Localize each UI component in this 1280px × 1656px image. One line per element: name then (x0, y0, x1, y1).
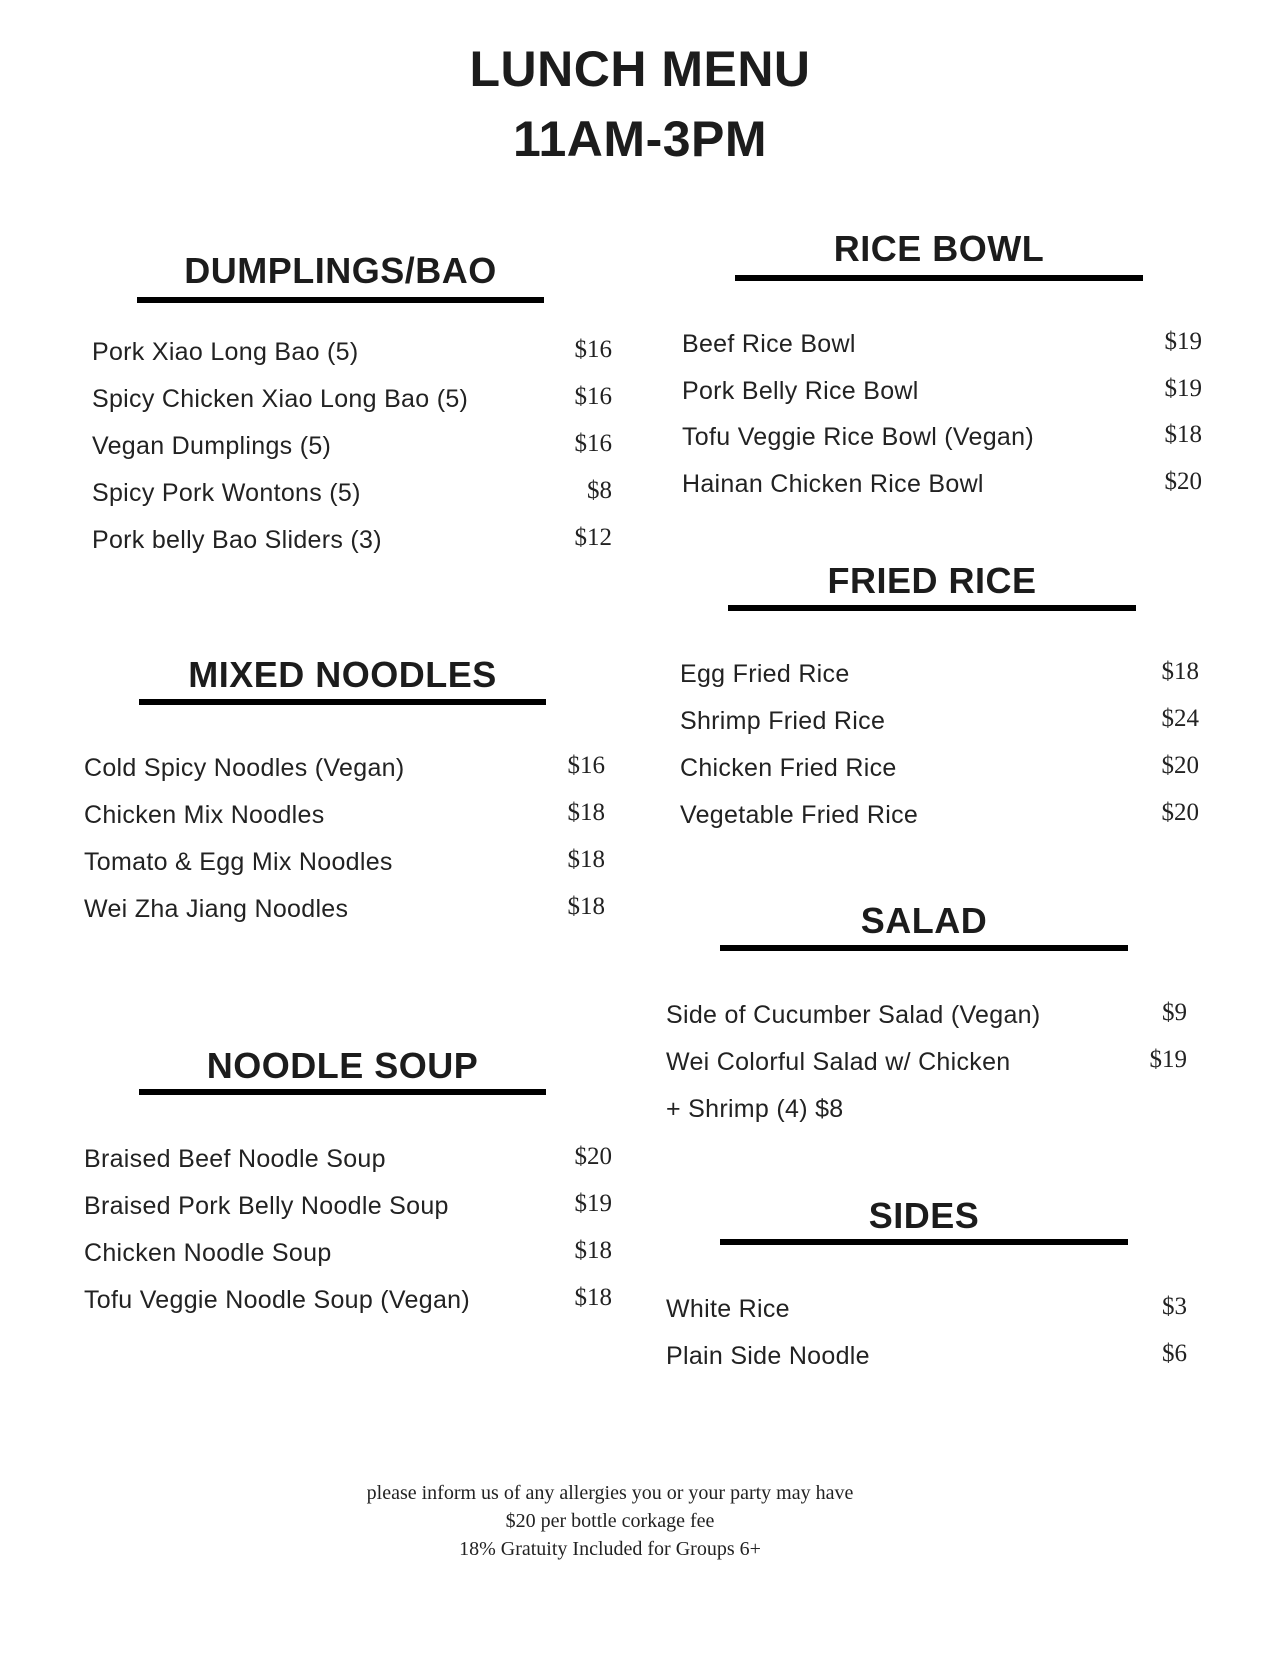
section-underline (728, 605, 1136, 611)
footer-gratuity-note: 18% Gratuity Included for Groups 6+ (459, 1538, 761, 1560)
menu-item-name: Cold Spicy Noodles (Vegan) (84, 754, 405, 782)
menu-item-price: $16 (567, 752, 605, 779)
menu-item-name: Chicken Fried Rice (680, 754, 897, 782)
footer-allergy-note: please inform us of any allergies you or your party may have (366, 1482, 854, 1504)
menu-hours: 11AM-3PM (512, 111, 768, 167)
section-underline (720, 1239, 1128, 1245)
menu-item-price: $19 (1164, 375, 1202, 402)
menu-item-name: Chicken Noodle Soup (84, 1239, 332, 1267)
menu-item-price: $19 (574, 1190, 612, 1217)
menu-item-price: $18 (567, 846, 605, 873)
menu-item-name: Beef Rice Bowl (682, 330, 856, 358)
menu-item-price: $18 (1164, 421, 1202, 448)
menu-item-price: $3 (1162, 1293, 1187, 1320)
menu-item-price: $6 (1162, 1340, 1187, 1367)
section-underline (137, 297, 544, 303)
menu-item-name: Plain Side Noodle (666, 1342, 870, 1370)
section-underline (735, 275, 1143, 281)
menu-item-price: $12 (574, 524, 612, 551)
menu-item-price: $24 (1161, 705, 1199, 732)
menu-item-price: $19 (1164, 328, 1202, 355)
menu-item-name: Tofu Veggie Rice Bowl (Vegan) (682, 423, 1034, 451)
section-heading-fried-rice: FRIED RICE (827, 560, 1037, 601)
menu-item-name: Wei Zha Jiang Noodles (84, 895, 349, 923)
section-heading-rice-bowl: RICE BOWL (833, 228, 1045, 269)
menu-item-price: $20 (574, 1143, 612, 1170)
menu-item-price: $20 (1161, 752, 1199, 779)
menu-item-name: Shrimp Fried Rice (680, 707, 886, 735)
menu-item-name: Braised Pork Belly Noodle Soup (84, 1192, 449, 1220)
menu-item-price: $20 (1161, 799, 1199, 826)
menu-item-price: $18 (574, 1237, 612, 1264)
section-heading-dumplings: DUMPLINGS/BAO (184, 250, 497, 291)
menu-item-price: $18 (574, 1284, 612, 1311)
section-heading-noodle-soup: NOODLE SOUP (206, 1045, 479, 1086)
menu-item-price: $18 (567, 799, 605, 826)
menu-item-name: Hainan Chicken Rice Bowl (682, 470, 984, 498)
menu-title: LUNCH MENU (469, 41, 811, 97)
menu-item-price: $19 (1149, 1046, 1187, 1073)
menu-item-name: + Shrimp (4) $8 (666, 1095, 844, 1123)
section-underline (720, 945, 1128, 951)
section-underline (139, 699, 546, 705)
menu-item-price: $16 (574, 430, 612, 457)
menu-item-name: Pork Belly Rice Bowl (682, 377, 919, 405)
menu-item-name: Side of Cucumber Salad (Vegan) (666, 1001, 1041, 1029)
section-underline (139, 1089, 546, 1095)
menu-item-name: Braised Beef Noodle Soup (84, 1145, 386, 1173)
menu-item-name: White Rice (666, 1295, 790, 1323)
menu-item-name: Spicy Chicken Xiao Long Bao (5) (92, 385, 469, 413)
menu-item-name: Vegan Dumplings (5) (92, 432, 332, 460)
menu-item-price: $20 (1164, 468, 1202, 495)
menu-item-name: Tomato & Egg Mix Noodles (84, 848, 393, 876)
section-heading-sides: SIDES (868, 1195, 980, 1236)
menu-item-price: $9 (1162, 999, 1187, 1026)
menu-item-price: $8 (587, 477, 612, 504)
menu-item-name: Wei Colorful Salad w/ Chicken (666, 1048, 1011, 1076)
menu-item-price: $18 (1161, 658, 1199, 685)
menu-item-price: $18 (567, 893, 605, 920)
menu-item-price: $16 (574, 336, 612, 363)
menu-item-name: Spicy Pork Wontons (5) (92, 479, 361, 507)
menu-item-name: Tofu Veggie Noodle Soup (Vegan) (84, 1286, 470, 1314)
menu-item-name: Vegetable Fried Rice (680, 801, 919, 829)
menu-item-name: Chicken Mix Noodles (84, 801, 325, 829)
section-heading-mixed-noodles: MIXED NOODLES (188, 654, 497, 695)
menu-item-name: Pork Xiao Long Bao (5) (92, 338, 359, 366)
menu-item-price: $16 (574, 383, 612, 410)
menu-item-name: Pork belly Bao Sliders (3) (92, 526, 382, 554)
menu-item-name: Egg Fried Rice (680, 660, 850, 688)
footer-corkage-note: $20 per bottle corkage fee (505, 1510, 715, 1532)
section-heading-salad: SALAD (860, 900, 988, 941)
